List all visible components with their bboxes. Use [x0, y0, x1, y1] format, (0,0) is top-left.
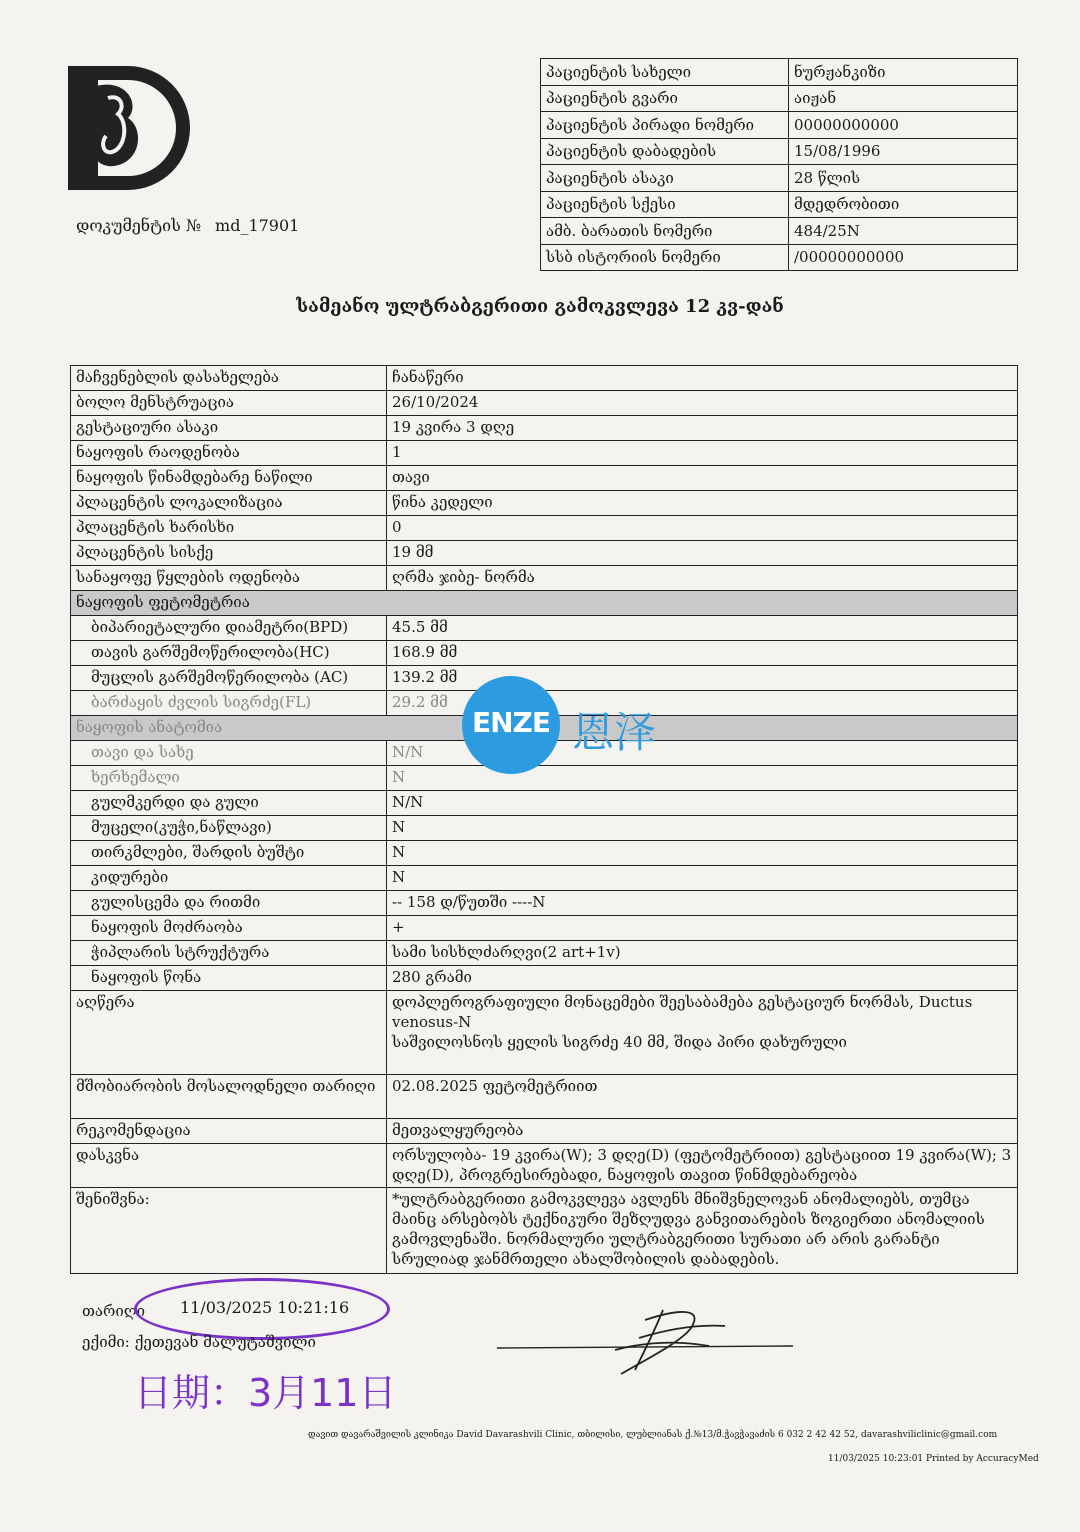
patient-label: ამბ. ბარათის ნომერი: [541, 218, 789, 245]
table-row: [71, 891, 1018, 916]
row-label: მუცელი(კუჭი,ნაწლავი): [71, 816, 387, 841]
patient-value: 484/25N: [789, 218, 1018, 245]
table-row: [71, 791, 1018, 816]
row-value: 19 კვირა 3 დღე: [387, 416, 1018, 441]
table-row: [71, 816, 1018, 841]
row-label: პლაცენტის ლოკალიზაცია: [71, 491, 387, 516]
row-value: 280 გრამი: [387, 966, 1018, 991]
row-value: +: [387, 916, 1018, 941]
table-row: [71, 516, 1018, 541]
document-number-value: md_17901: [215, 216, 300, 235]
table-row: [71, 966, 1018, 991]
row-label: შენიშვნა:: [71, 1188, 387, 1274]
doctor-name: ექიმი: ქეთევან მალუტაშვილი: [82, 1333, 316, 1351]
row-label: გულისცემა და რითმი: [71, 891, 387, 916]
patient-row: [541, 112, 1018, 139]
row-value: 29.2 მმ: [387, 691, 1018, 716]
patient-label: პაციენტის სახელი: [541, 59, 789, 86]
table-row: [71, 616, 1018, 641]
doctor-signature: [495, 1290, 795, 1380]
annotation-date-cn: 日期：3月11日: [134, 1371, 397, 1415]
description-doppler: დოპლეროგრაფიული მონაცემები შეესაბამება გესტაციურ ნორმას, Ductus venosus-N: [392, 993, 973, 1031]
row-label: მაჩვენებლის დასახელება: [71, 366, 387, 391]
table-row: [71, 566, 1018, 591]
row-label: ნაყოფის მოძრაობა: [71, 916, 387, 941]
table-row: [71, 1188, 1018, 1274]
row-label: აღწერა: [71, 991, 387, 1075]
table-row: [71, 416, 1018, 441]
patient-row: [541, 85, 1018, 112]
row-value: N: [387, 841, 1018, 866]
description-cervix: საშვილოსნოს ყელის სიგრძე 40 მმ, შიდა პირი დახურული: [392, 1033, 847, 1051]
row-value: 0: [387, 516, 1018, 541]
row-label: ნაყოფის წონა: [71, 966, 387, 991]
table-row: [71, 1144, 1018, 1188]
row-label: მუცლის გარშემოწერილობა (AC): [71, 666, 387, 691]
patient-label: სსბ ისტორიის ნომერი: [541, 244, 789, 271]
row-value: ჩანაწერი: [387, 366, 1018, 391]
patient-row: [541, 138, 1018, 165]
row-value: 45.5 მმ: [387, 616, 1018, 641]
patient-value: 00000000000: [789, 112, 1018, 139]
table-row: [71, 941, 1018, 966]
patient-label: პაციენტის ასაკი: [541, 165, 789, 192]
row-value: ორსულობა- 19 კვირა(W); 3 დღე(D) (ფეტომეტრიით) გესტაციით 19 კვირა(W); 3 დღე(D), პროგრესირებადი, ნაყოფის თავით წინმდებარეობა: [387, 1144, 1018, 1188]
patient-row: [541, 191, 1018, 218]
date-label: თარიღი: [82, 1302, 146, 1320]
row-label: ბიპარიეტალური დიამეტრი(BPD): [71, 616, 387, 641]
patient-value: მდედრობითი: [789, 191, 1018, 218]
row-label: თირკმლები, შარდის ბუშტი: [71, 841, 387, 866]
table-row: [71, 991, 1018, 1075]
section-label: ნაყოფის ანატომია: [71, 716, 1018, 741]
patient-value: აიჟან: [789, 85, 1018, 112]
row-value: N/N: [387, 791, 1018, 816]
patient-row: [541, 165, 1018, 192]
row-value: 26/10/2024: [387, 391, 1018, 416]
row-label: ხერხემალი: [71, 766, 387, 791]
date-value: 11/03/2025 10:21:16: [180, 1298, 350, 1317]
table-row: [71, 1119, 1018, 1144]
row-value: 1: [387, 441, 1018, 466]
row-value: სამი სისხლძარღვი(2 art+1v): [387, 941, 1018, 966]
row-value: 19 მმ: [387, 541, 1018, 566]
patient-label: პაციენტის გვარი: [541, 85, 789, 112]
section-header-fetometry: [71, 591, 1018, 616]
row-value: მეთვალყურეობა: [387, 1119, 1018, 1144]
row-label: თავი და სახე: [71, 741, 387, 766]
patient-info-table: [540, 58, 1018, 271]
row-value: N: [387, 866, 1018, 891]
patient-value: 28 წლის: [789, 165, 1018, 192]
table-row: [71, 666, 1018, 691]
row-value: ღრმა ჯიბე- ნორმა: [387, 566, 1018, 591]
row-value: 02.08.2025 ფეტომეტრიით: [387, 1075, 1018, 1119]
table-row: [71, 491, 1018, 516]
row-label: სანაყოფე წყლების ოდენობა: [71, 566, 387, 591]
patient-value: /00000000000: [789, 244, 1018, 271]
table-row: [71, 916, 1018, 941]
table-row: [71, 1075, 1018, 1119]
row-label: ნაყოფის რაოდენობა: [71, 441, 387, 466]
table-row: [71, 766, 1018, 791]
row-label: რეკომენდაცია: [71, 1119, 387, 1144]
patient-row: [541, 59, 1018, 86]
section-label: ნაყოფის ფეტომეტრია: [71, 591, 1018, 616]
document-title: სამეანო ულტრაბგერითი გამოკვლევა 12 კვ-დან: [296, 296, 784, 317]
row-value: N: [387, 766, 1018, 791]
patient-value: 15/08/1996: [789, 138, 1018, 165]
row-value: -- 158 დ/წუთში ----N: [387, 891, 1018, 916]
patient-label: პაციენტის სქესი: [541, 191, 789, 218]
table-row: [71, 641, 1018, 666]
row-label: გესტაციური ასაკი: [71, 416, 387, 441]
row-label: ბარძაყის ძვლის სიგრძე(FL): [71, 691, 387, 716]
table-row: [71, 866, 1018, 891]
row-value: თავი: [387, 466, 1018, 491]
row-label: გულმკერდი და გული: [71, 791, 387, 816]
row-value: *ულტრაბგერითი გამოკვლევა ავლენს მნიშვნელოვან ანომალიებს, თუმცა მაინც არსებობს ტექნიკური შეზღუდვა განვითარების ზოგიერთი ანომალიის გამოვლენაში. ნორმალური ულტრაბგერითი სურათი არ არის გარანტი სრულიად ჯანმრთელი ახალშობილის დაბადების.: [387, 1188, 1018, 1274]
table-row: [71, 541, 1018, 566]
row-label: ჭიპლარის სტრუქტურა: [71, 941, 387, 966]
table-row: [71, 441, 1018, 466]
watermark-text-cn: 恩泽: [572, 708, 657, 757]
row-value: N: [387, 816, 1018, 841]
row-label: კიდურები: [71, 866, 387, 891]
clinic-info-line: დავით დავარაშვილის კლინიკა David Davarashvili Clinic, თბილისი, ლუბლიანას ქ.№13/მ.ჭავჭავაძის 6 032 2 42 42 52, davarashviliclinic@gmail.com: [308, 1430, 998, 1440]
table-row: [71, 391, 1018, 416]
printed-by-line: 11/03/2025 10:23:01 Printed by AccuracyMed: [828, 1454, 1039, 1464]
row-label: ბოლო მენსტრუაცია: [71, 391, 387, 416]
row-label: დასკვნა: [71, 1144, 387, 1188]
row-label: მშობიარობის მოსალოდნელი თარიღი: [71, 1075, 387, 1119]
row-value: N/N: [387, 741, 1018, 766]
document-number: [76, 216, 299, 235]
table-row: [71, 466, 1018, 491]
row-value: 168.9 მმ: [387, 641, 1018, 666]
table-row: [71, 366, 1018, 391]
document-number-label: დოკუმენტის №: [76, 216, 202, 235]
patient-label: პაციენტის დაბადების: [541, 138, 789, 165]
row-label: პლაცენტის სისქე: [71, 541, 387, 566]
patient-row: [541, 244, 1018, 271]
clinic-logo: [58, 58, 198, 198]
row-label: ნაყოფის წინამდებარე ნაწილი: [71, 466, 387, 491]
row-value: წინა კედელი: [387, 491, 1018, 516]
table-row: [71, 841, 1018, 866]
row-label: თავის გარშემოწერილობა(HC): [71, 641, 387, 666]
patient-row: [541, 218, 1018, 245]
row-value: 139.2 მმ: [387, 666, 1018, 691]
patient-label: პაციენტის პირადი ნომერი: [541, 112, 789, 139]
exam-results-table: [70, 365, 1018, 1274]
row-value: [387, 991, 1018, 1075]
patient-value: ნურჟანკიზი: [789, 59, 1018, 86]
row-label: პლაცენტის ხარისხი: [71, 516, 387, 541]
watermark-text-en: ENZE: [472, 706, 550, 739]
date-highlight-ellipse: [134, 1278, 390, 1340]
